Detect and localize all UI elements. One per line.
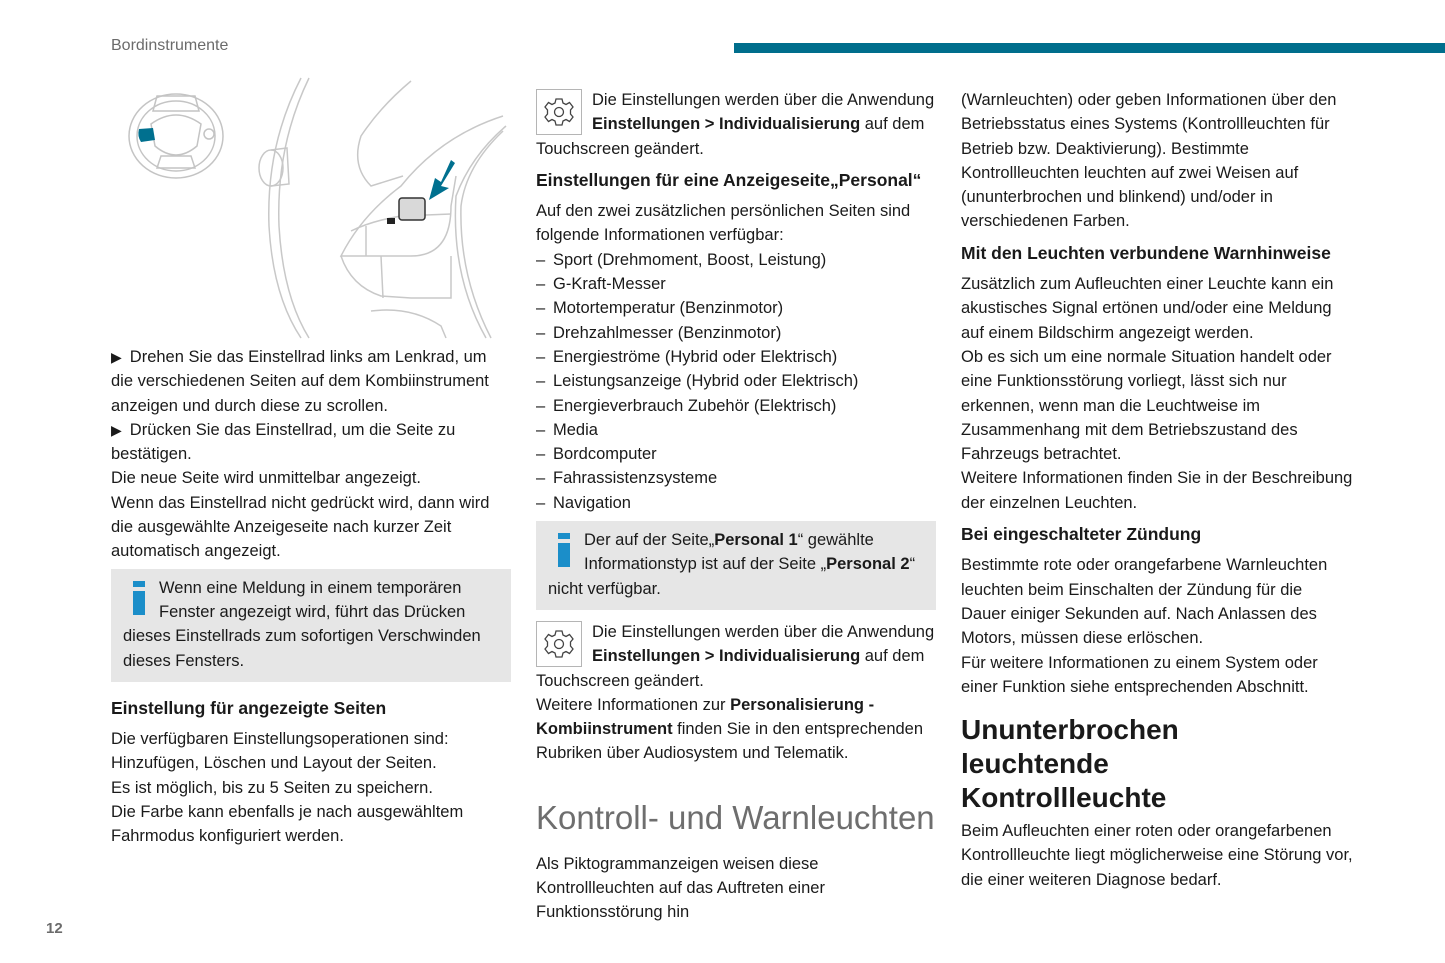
column-2: [536, 88, 936, 925]
info-note: [111, 569, 511, 682]
settings-gear-icon: [536, 621, 582, 667]
list-item: – Bordcomputer: [536, 442, 936, 466]
info-note-text: Wenn eine Meldung in einem temporären Fenster angezeigt wird, führt das Drücken dieses Einstellrads zum sofortigen Verschwinden dieses Fensters.: [123, 578, 481, 670]
column-3: [961, 88, 1361, 892]
small-wheel-highlight: [138, 128, 155, 142]
paragraph: Weitere Informationen finden Sie in der Beschreibung der einzelnen Leuchten.: [961, 469, 1353, 512]
paragraph: Als Piktogrammanzeigen weisen diese Kontrollleuchten auf das Auftreten einer Funktionsstörung hin: [536, 854, 825, 922]
paragraph: Beim Aufleuchten einer roten oder orangefarbenen Kontrollleuchte liegt möglicherweise eine Störung vor, die einer weiteren Diagnose bedarf.: [961, 822, 1353, 889]
list-item: – Navigation: [536, 491, 936, 515]
paragraph: Ob es sich um eine normale Situation handelt oder eine Funktionsstörung vorliegt, lässt sich nur erkennen, wenn man die Leuchtweise im Zusammenhang mit dem Betriebszustand des Fahrzeugs betrachtet.: [961, 347, 1332, 464]
paragraph: Für weitere Informationen zu einem System oder einer Funktion siehe entsprechenden Abschnitt.: [961, 653, 1318, 696]
section-heading: Einstellung für angezeigte Seiten: [111, 697, 387, 718]
step-1: ▶ Drehen Sie das Einstellrad links am Lenkrad, um die verschiedenen Seiten auf dem Kombiinstrument anzeigen und durch diese zu scrollen.: [111, 348, 489, 415]
section-heading: Bei eingeschalteter Zündung: [961, 524, 1202, 545]
section-title: Ununterbrochen leuchtende Kontrollleuchte: [961, 714, 1179, 814]
settings-note: Die Einstellungen werden über die Anwendung Einstellungen > Individualisierung auf dem Touchscreen geändert.: [536, 622, 935, 690]
list-item: – Motortemperatur (Benzinmotor): [536, 296, 936, 320]
list-item: – Energieverbrauch Zubehör (Elektrisch): [536, 394, 936, 418]
section-heading: Mit den Leuchten verbundene Warnhinweise: [961, 242, 1331, 263]
triangle-bullet-icon: ▶: [111, 421, 122, 438]
paragraph: Wenn das Einstellrad nicht gedrückt wird, dann wird die ausgewählte Anzeigeseite nach kurzer Zeit automatisch angezeigt.: [111, 493, 490, 561]
list-item: – Drehzahlmesser (Benzinmotor): [536, 321, 936, 345]
section-heading: Einstellungen für eine Anzeigeseite„Personal“: [536, 169, 922, 190]
paragraph: Zusätzlich zum Aufleuchten einer Leuchte kann ein akustisches Signal ertönen und/oder eine Meldung auf einem Bildschirm angezeigt werden.: [961, 275, 1334, 342]
column-1: [111, 76, 511, 849]
info-icon: [133, 581, 145, 615]
personal-info-list: [536, 248, 936, 515]
paragraph: Auf den zwei zusätzlichen persönlichen Seiten sind folgende Informationen verfügbar:: [536, 202, 911, 245]
paragraph: Die neue Seite wird unmittelbar angezeigt.: [111, 469, 422, 488]
list-item: – Energieströme (Hybrid oder Elektrisch): [536, 345, 936, 369]
step-2: ▶ Drücken Sie das Einstellrad, um die Seite zu bestätigen.: [111, 420, 456, 464]
settings-gear-icon: [536, 89, 582, 135]
steering-wheel-illustration: [111, 76, 507, 340]
info-icon: [558, 533, 570, 567]
pointer-arrow-icon: [429, 160, 455, 200]
list-item: – Sport (Drehmoment, Boost, Leistung): [536, 248, 936, 272]
info-note: Der auf der Seite„Personal 1“ gewählte Informationstyp ist auf der Seite „Personal 2“ nicht verfügbar.: [536, 521, 936, 610]
running-header-title: Bordinstrumente: [111, 37, 229, 54]
paragraph: Die Farbe kann ebenfalls je nach ausgewähltem Fahrmodus konfiguriert werden.: [111, 803, 464, 846]
list-item: – Leistungsanzeige (Hybrid oder Elektrisch): [536, 369, 936, 393]
list-item: – Fahrassistenzsysteme: [536, 466, 936, 490]
thumbwheel-button: [399, 198, 425, 220]
paragraph: Es ist möglich, bis zu 5 Seiten zu speichern.: [111, 778, 433, 797]
list-item: – Media: [536, 418, 936, 442]
paragraph: Hinzufügen, Löschen und Layout der Seiten.: [111, 754, 437, 773]
header-accent-bar: [734, 43, 1445, 53]
paragraph: (Warnleuchten) oder geben Informationen über den Betriebsstatus eines Systems (Kontrollleuchten für Betrieb bzw. Deaktivierung). Bestimmte Kontrollleuchten leuchten auf zwei Weisen auf (ununterbrochen und blinkend) und/oder in verschiedenen Farben.: [961, 91, 1337, 231]
paragraph: Weitere Informationen zur Personalisierung - Kombiinstrument finden Sie in den entsprechenden Rubriken über Audiosystem und Telematik.: [536, 695, 924, 763]
paragraph: Bestimmte rote oder orangefarbene Warnleuchten leuchten beim Einschalten der Zündung für die Dauer einiger Sekunden auf. Nach Anlassen des Motors, müssen diese erlöschen.: [961, 556, 1328, 648]
page-number: 12: [46, 920, 63, 937]
settings-note: Die Einstellungen werden über die Anwendung Einstellungen > Individualisierung auf dem Touchscreen geändert.: [536, 91, 935, 158]
section-title: Kontroll- und Warnleuchten: [536, 798, 935, 836]
paragraph: Die verfügbaren Einstellungsoperationen sind:: [111, 730, 449, 749]
list-item: – G-Kraft-Messer: [536, 272, 936, 296]
triangle-bullet-icon: ▶: [111, 349, 122, 365]
